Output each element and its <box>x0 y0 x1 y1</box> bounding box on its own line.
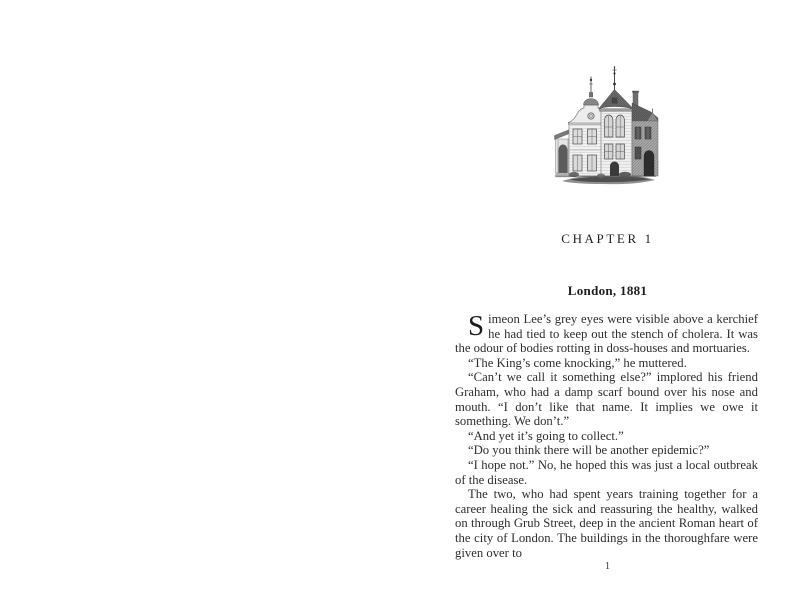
body-text <box>455 312 758 560</box>
chapter-illustration <box>554 63 662 189</box>
right-page <box>405 0 810 608</box>
drop-cap: S <box>468 310 485 342</box>
body-paragraph: The two, who had spent years training together for a career healing the sick and reassuring the healthy, walked on through Grub Street, deep in the ancient Roman heart of the city of London. The buildings in the thoroughfare were given over to <box>455 487 758 560</box>
chapter-heading: CHAPTER 1 <box>561 231 654 246</box>
opening-paragraph <box>455 312 758 356</box>
body-paragraph: “The King’s come knocking,” he muttered. <box>468 355 687 370</box>
body-paragraph: “Do you think there will be another epidemic?” <box>468 443 710 458</box>
body-paragraph: “And yet it’s going to collect.” <box>468 428 624 443</box>
body-paragraph: “I hope not.” No, he hoped this was just a local outbreak of the disease. <box>455 457 758 487</box>
page-number: 1 <box>604 561 611 572</box>
body-paragraph: “Can’t we call it something else?” implored his friend Graham, who had a damp scarf bound over his nose and mouth. “I don’t like that name. It implies we owe it something. We don’t.” <box>455 370 758 429</box>
opening-paragraph-text: imeon Lee’s grey eyes were visible above a kerchief he had tied to keep out the stench of cholera. It was the odour of bodies rotting in doss-houses and mortuaries. <box>455 312 758 356</box>
dateline: London, 1881 <box>567 283 648 298</box>
victorian-house-engraving-icon <box>554 63 662 189</box>
